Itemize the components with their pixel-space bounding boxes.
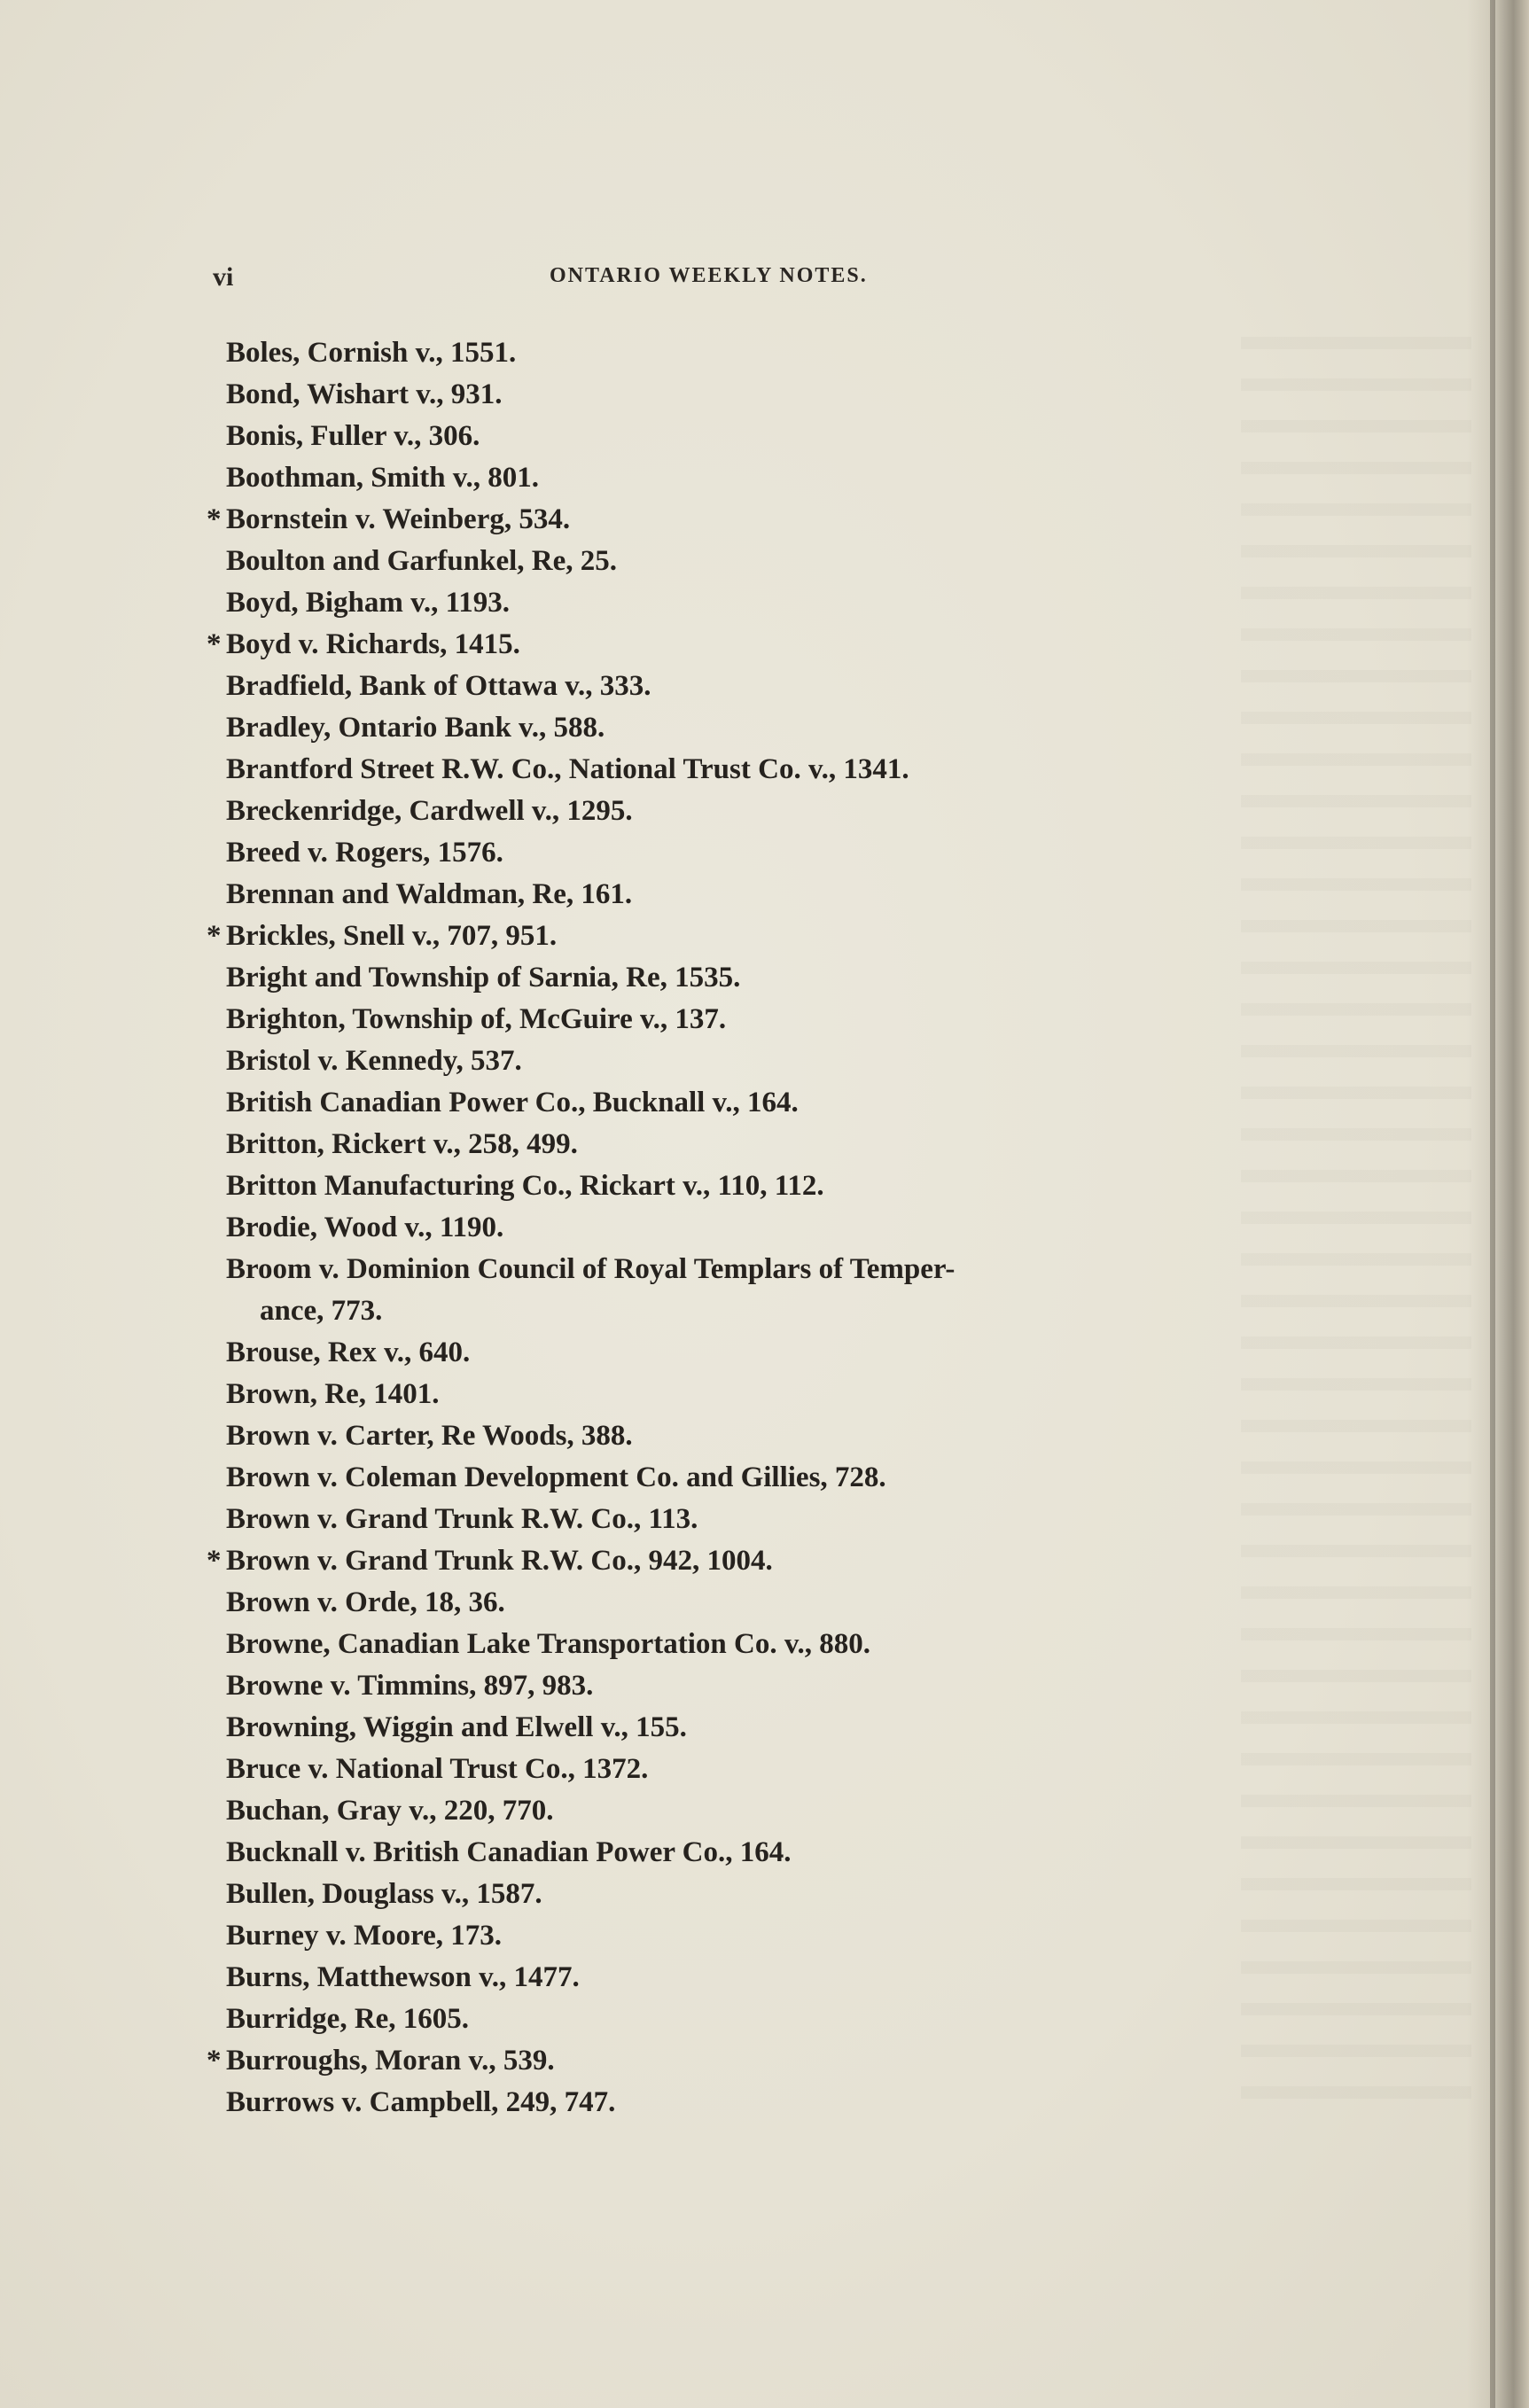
entry-text: Breckenridge, Cardwell v., 1295. <box>226 795 633 827</box>
entry-text: Brantford Street R.W. Co., National Trust Co. v., 1341. <box>226 753 909 785</box>
index-entry <box>226 541 1325 582</box>
entry-text: Burroughs, Moran v., 539. <box>226 2045 555 2077</box>
entry-text: Bucknall v. British Canadian Power Co., 164. <box>226 1836 792 1868</box>
entry-asterisk: * <box>207 920 222 952</box>
entry-text: Brown v. Grand Trunk R.W. Co., 942, 1004. <box>226 1545 773 1577</box>
entry-text: Brown v. Grand Trunk R.W. Co., 113. <box>226 1503 698 1535</box>
entry-text: Bruce v. National Trust Co., 1372. <box>226 1753 649 1785</box>
entry-text: Burns, Matthewson v., 1477. <box>226 1961 580 1993</box>
entry-text: Boles, Cornish v., 1551. <box>226 337 517 369</box>
index-entry <box>226 374 1325 416</box>
page-header <box>213 262 1312 298</box>
index-entry <box>226 1915 1325 1957</box>
index-entry <box>207 499 1325 541</box>
entry-text: Boothman, Smith v., 801. <box>226 462 539 494</box>
index-entry <box>226 1707 1325 1749</box>
running-head: ONTARIO WEEKLY NOTES. <box>550 264 868 287</box>
entry-text: Bright and Township of Sarnia, Re, 1535. <box>226 962 741 994</box>
index-entry <box>226 2082 1325 2124</box>
entry-text: Brennan and Waldman, Re, 161. <box>226 878 633 910</box>
index-entry <box>226 1874 1325 1915</box>
index-entry <box>226 749 1325 791</box>
entry-text: Brighton, Township of, McGuire v., 137. <box>226 1003 727 1035</box>
entry-asterisk: * <box>207 1545 222 1577</box>
index-entry <box>226 1749 1325 1790</box>
entry-text: Browning, Wiggin and Elwell v., 155. <box>226 1711 687 1743</box>
index-entry <box>226 1457 1325 1499</box>
entry-text: Buchan, Gray v., 220, 770. <box>226 1795 554 1827</box>
index-entry <box>226 957 1325 999</box>
index-entry <box>226 1415 1325 1457</box>
entry-text: Bristol v. Kennedy, 537. <box>226 1045 522 1077</box>
index-entry <box>226 1790 1325 1832</box>
entry-text: Brown, Re, 1401. <box>226 1378 440 1410</box>
index-entry <box>226 1999 1325 2040</box>
entry-text: Breed v. Rogers, 1576. <box>226 837 503 869</box>
entry-text: Boulton and Garfunkel, Re, 25. <box>226 545 617 577</box>
index-entry <box>226 707 1325 749</box>
entry-text: Bullen, Douglass v., 1587. <box>226 1878 542 1910</box>
entry-text: Brouse, Rex v., 640. <box>226 1336 471 1368</box>
index-entry <box>226 666 1325 707</box>
index-entry <box>226 1582 1325 1624</box>
index-entry <box>226 1957 1325 1999</box>
index-entry <box>226 1374 1325 1415</box>
page-number: vi <box>213 262 234 292</box>
index-entry <box>226 416 1325 457</box>
index-entry <box>226 1332 1325 1374</box>
entry-text: Brown v. Coleman Development Co. and Gillies, 728. <box>226 1461 886 1493</box>
entry-text: Brown v. Carter, Re Woods, 388. <box>226 1420 633 1452</box>
entry-text: Boyd v. Richards, 1415. <box>226 628 520 660</box>
entry-continuation: ance, 773. <box>260 1295 383 1327</box>
index-entry <box>207 2040 1325 2082</box>
index-entry <box>207 1540 1325 1582</box>
index-entry <box>207 624 1325 666</box>
entry-text: Bond, Wishart v., 931. <box>226 378 503 410</box>
entry-text: Browne v. Timmins, 897, 983. <box>226 1670 594 1702</box>
entry-text: Brickles, Snell v., 707, 951. <box>226 920 558 952</box>
index-entry <box>226 457 1325 499</box>
index-entry <box>226 999 1325 1040</box>
entry-asterisk: * <box>207 628 222 660</box>
entry-text: Brodie, Wood v., 1190. <box>226 1212 504 1243</box>
index-entry <box>226 1832 1325 1874</box>
index-entry <box>226 582 1325 624</box>
entry-text: Boyd, Bigham v., 1193. <box>226 587 510 619</box>
entry-asterisk: * <box>207 503 222 535</box>
entry-text: Burney v. Moore, 173. <box>226 1920 503 1952</box>
index-entry <box>226 1624 1325 1665</box>
index-entry <box>226 1124 1325 1165</box>
entry-text: Britton, Rickert v., 258, 499. <box>226 1128 578 1160</box>
entry-text: Bonis, Fuller v., 306. <box>226 420 480 452</box>
entry-text: Britton Manufacturing Co., Rickart v., 110, 112. <box>226 1170 824 1202</box>
index-entry <box>226 1082 1325 1124</box>
entry-asterisk: * <box>207 2045 222 2077</box>
entry-text: Browne, Canadian Lake Transportation Co. v., 880. <box>226 1628 871 1660</box>
index-entry <box>226 1499 1325 1540</box>
entry-text: Brown v. Orde, 18, 36. <box>226 1586 505 1618</box>
index-entry <box>226 1040 1325 1082</box>
entry-text: Burridge, Re, 1605. <box>226 2003 470 2035</box>
entry-text: Bradfield, Bank of Ottawa v., 333. <box>226 670 651 702</box>
entry-text: Broom v. Dominion Council of Royal Templars of Temper- <box>226 1253 956 1285</box>
entry-text: British Canadian Power Co., Bucknall v., 164. <box>226 1087 799 1118</box>
index-list <box>207 332 1325 2124</box>
index-entry <box>226 332 1325 374</box>
page-edge <box>1490 0 1495 2408</box>
index-entry <box>226 1665 1325 1707</box>
entry-text: Bradley, Ontario Bank v., 588. <box>226 712 605 744</box>
page-edge-shadow <box>1467 0 1529 2408</box>
index-entry <box>226 1165 1325 1207</box>
index-entry <box>226 1249 1325 1332</box>
index-entry <box>226 832 1325 874</box>
index-entry <box>226 1207 1325 1249</box>
index-entry <box>226 874 1325 916</box>
index-entry <box>226 791 1325 832</box>
index-entry <box>207 916 1325 957</box>
entry-text: Bornstein v. Weinberg, 534. <box>226 503 571 535</box>
entry-text: Burrows v. Campbell, 249, 747. <box>226 2086 616 2118</box>
